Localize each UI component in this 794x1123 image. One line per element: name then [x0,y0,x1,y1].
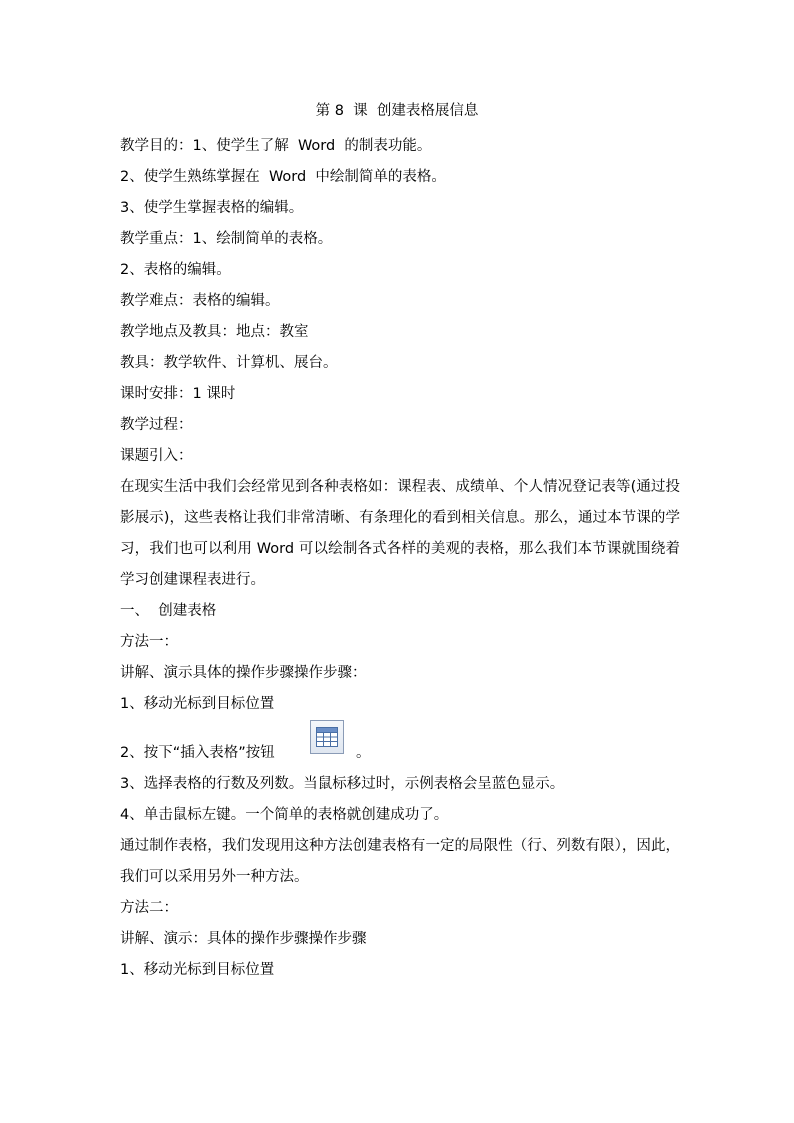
step-line: 1、移动光标到目标位置 [120,696,275,712]
method-label: 方法一： [120,634,178,650]
page-title: 第 8 课 创建表格展信息 [315,103,479,119]
step-suffix: 。 [356,745,371,761]
insert-table-icon [310,720,344,754]
summary-paragraph: 通过制作表格，我们发现用这种方法创建表格有一定的局限性（行、列数有限），因此，我们可以采用另外一种方法。 [120,838,680,885]
text-line: 教具：教学软件、计算机、展台。 [120,355,338,371]
text-line: 教学过程： [120,417,193,433]
step-line-insert-table [120,720,680,769]
text-line: 教学目的：1、使学生了解 Word 的制表功能。 [120,138,432,154]
method-label: 方法二： [120,900,178,916]
step-line: 4、单击鼠标左键。一个简单的表格就创建成功了。 [120,807,449,823]
method-intro: 讲解、演示：具体的操作步骤操作步骤 [120,931,367,947]
step-line: 3、选择表格的行数及列数。当鼠标移过时，示例表格会呈蓝色显示。 [120,776,565,792]
text-line: 教学地点及教具：地点：教室 [120,324,309,340]
text-line: 2、表格的编辑。 [120,262,231,278]
text-line: 课时安排：1 课时 [120,386,236,402]
step-line: 1、移动光标到目标位置 [120,962,275,978]
step-label: 2、按下“插入表格”按钮 [120,745,275,761]
document-body [120,131,680,986]
method-intro: 讲解、演示具体的操作步骤操作步骤： [120,665,367,681]
text-line: 教学重点：1、绘制简单的表格。 [120,231,333,247]
text-line: 3、使学生掌握表格的编辑。 [120,200,304,216]
text-line: 教学难点：表格的编辑。 [120,293,280,309]
section-heading: 一、 创建表格 [120,603,217,619]
text-line: 2、使学生熟练掌握在 Word 中绘制简单的表格。 [120,169,446,185]
intro-paragraph: 在现实生活中我们会经常见到各种表格如：课程表、成绩单、个人情况登记表等(通过投影展示)，这些表格让我们非常清晰、有条理化的看到相关信息。那么，通过本节课的学习，我们也可以利用 Word 可以绘制各式各样的美观的表格，那么我们本节课就围绕着学习创建课程表进行。 [120,479,680,588]
text-line: 课题引入： [120,448,193,464]
